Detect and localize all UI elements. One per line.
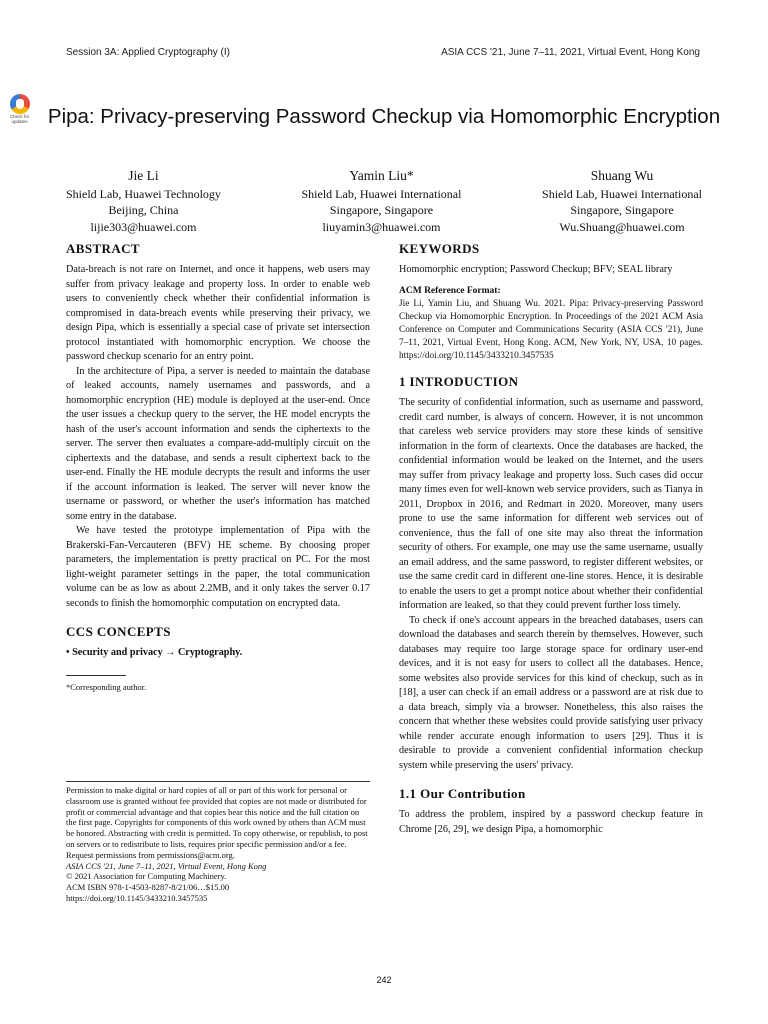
permission-doi[interactable]: https://doi.org/10.1145/3433210.3457535 <box>66 892 208 903</box>
check-for-updates-badge[interactable] <box>6 94 33 125</box>
author-location: Singapore, Singapore <box>329 203 434 217</box>
bookmark-icon <box>10 94 30 114</box>
abstract-paragraph-1: Data-breach is not rare on Internet, and once it happens, web users may suffer from privacy leakage and property loss. In order to enable web users to conveniently check whether their confidential information is compromised in data-breach events while preserving their privacy, we design Pipa, which is essentially a special case of private set intersection protocol instantiated with homomorphic encryption. We choose the password checkup scenario for an entry point. <box>66 264 370 362</box>
author-location: Singapore, Singapore <box>570 203 674 217</box>
session-label: Session 3A: Applied Cryptography (I) <box>66 47 230 58</box>
introduction-paragraph-1: The security of confidential information, such as username and password, credit card number, is always of concern. However, it is not uncommon that careless web service providers may store these kinds of sensitive information in the form of cleartexts. Once the databases are hacked, the confidential information would be leaked on the Internet, and the users may suffer from privacy leakage and property loss. Such cases did occur many times even for well-known web service providers, such as Tianya in 2011, Dropbox in 2016, and Redmart in 2020. Moreover, many users prone to use the same information for different web services out of convenience, thus the fall of one site may also threat the information security of others. For example, one may use the same username, usually an email address, and the same password, to register different websites, or use the same credit card in different one-line stores. Hence, it is desirable to enable the users to get a prompt notice about whether their confidential information are leaked, so that they could prevent further loss timely. <box>399 397 703 611</box>
author-email: lijie303@huawei.com <box>90 219 197 234</box>
abstract-heading: ABSTRACT <box>66 241 140 256</box>
left-column <box>66 240 370 693</box>
author-affiliation: Shield Lab, Huawei International <box>542 186 702 201</box>
author-email: Wu.Shuang@huawei.com <box>559 219 685 234</box>
contribution-heading: 1.1 Our Contribution <box>399 786 526 801</box>
footnote: *Corresponding author. <box>66 681 147 692</box>
ccs-item: • Security and privacy → Cryptography. <box>66 647 243 658</box>
author-block <box>66 168 702 235</box>
abstract-paragraph-2: In the architecture of Pipa, a server is needed to maintain the database of leaked accounts, namely usernames and passwords, and a homomorphic encryption (HE) module is deployed at the user-end. Once the user issues a checkup query to the server, the HE model encrypts the hash of the user's account information and sends the ciphertexts to the server. The server then evaluates a compare-add-multiply circuit on the ciphertexts and the database, and sends a result ciphertext back to the user-end. Finally the HE module decrypts the result and informs the user if the account information is leaked. The server will never know the username or password, or whether the user's information has matched some entry in the database. <box>66 365 370 522</box>
venue-label: ASIA CCS '21, June 7–11, 2021, Virtual Event, Hong Kong <box>441 47 700 58</box>
page-number: 242 <box>376 975 392 985</box>
reference-format-heading: ACM Reference Format: <box>399 285 501 296</box>
author-name: Shuang Wu <box>590 168 654 183</box>
paper-title: Pipa: Privacy-preserving Password Checkup via Homomorphic Encryption <box>47 105 721 128</box>
permission-notice <box>66 781 370 904</box>
author-1 <box>66 168 221 235</box>
author-name: Yamin Liu* <box>349 168 414 183</box>
author-affiliation: Shield Lab, Huawei International <box>301 186 462 201</box>
footnote-rule <box>66 675 126 676</box>
permission-isbn: ACM ISBN 978-1-4503-8287-8/21/06…$15.00 <box>66 882 230 893</box>
permission-copyright: © 2021 Association for Computing Machinery. <box>66 871 227 882</box>
author-2 <box>302 168 462 235</box>
author-location: Beijing, China <box>108 203 179 217</box>
keywords-heading: KEYWORDS <box>399 241 480 256</box>
author-affiliation: Shield Lab, Huawei Technology <box>66 186 221 201</box>
badge-line1: Check for <box>9 114 30 119</box>
permission-venue: ASIA CCS '21, June 7–11, 2021, Virtual Event, Hong Kong <box>66 860 267 871</box>
permission-text: Permission to make digital or hard copies of all or part of this work for personal or classroom use is granted without fee provided that copies are not made or distributed for profit or commercial advantage and that copies bear this notice and the full citation on the first page. Copyrights for components of this work owned by others than ACM must be honored. Abstracting with credit is permitted. To copy otherwise, or republish, to post on servers or to redistribute to lists, requires prior specific permission and/or a fee. Request permissions from permissions@acm.org. <box>66 785 368 860</box>
author-email: liuyamin3@huawei.com <box>322 219 441 234</box>
reference-format-text: Jie Li, Yamin Liu, and Shuang Wu. 2021. Pipa: Privacy-preserving Password Checkup via Homomorphic Encryption. In Proceedings of the 2021 ACM Asia Conference on Computer and Communications Security (ASIA CCS '21), June 7–11, 2021, Virtual Event, Hong Kong. ACM, New York, NY, USA, 10 pages. https://doi.org/10.1145/3433210.3457535 <box>399 299 703 361</box>
right-column <box>399 240 703 837</box>
abstract-paragraph-3: We have tested the prototype implementation of Pipa with the Brakerski-Fan-Vercauteren (BFV) HE scheme. By choosing proper parameters, the implementation is pretty practical on PC. For the most light-weight parameter settings in the paper, the total communication volume can be as low as about 2.2MB, and it only takes the server 0.17 seconds to finish the homomorphic computation on encrypted data. <box>66 525 370 609</box>
badge-line2: updates <box>11 118 28 124</box>
introduction-paragraph-2: To check if one's account appears in the breached databases, users can download the databases and search therein by themselves. However, such databases may require too large storage space for ordinary user-end devices, and it is not easy for users to collect all the databases. Hence, some websites also provide services for this kind of checkup, such as in [18], a user can check if an email address or a password are at risk due to a data breach, simply via a browser. Nonetheless, this also raises the concern that whether these websites could provide satisfying user privacy while render accurate enough information to users [29]. Thus it is desirable to provide a convenient confidential information checkup system while preserving the users' privacy. <box>399 614 703 771</box>
ccs-heading: CCS CONCEPTS <box>66 624 171 639</box>
author-3 <box>542 168 702 235</box>
introduction-heading: 1 INTRODUCTION <box>399 374 519 389</box>
keywords-text: Homomorphic encryption; Password Checkup; BFV; SEAL library <box>399 264 673 275</box>
running-header <box>66 47 700 58</box>
contribution-paragraph-1: To address the problem, inspired by a password checkup feature in Chrome [26, 29], we design Pipa, a homomorphic <box>399 809 703 835</box>
author-name: Jie Li <box>128 168 159 183</box>
